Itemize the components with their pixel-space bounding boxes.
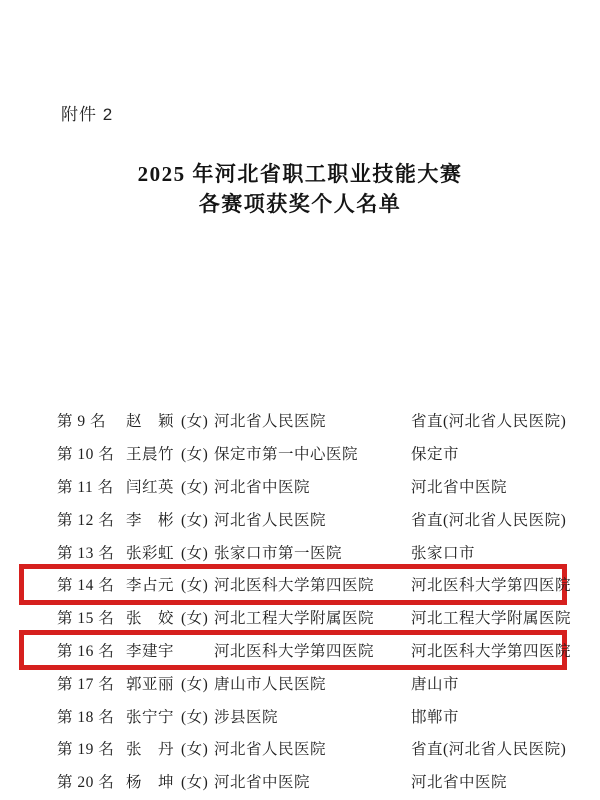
- page-title: [0, 159, 600, 219]
- region-cell: 河北省中医院: [411, 478, 508, 496]
- table-row: [0, 601, 600, 634]
- name-cell: 郭亚丽: [126, 675, 175, 693]
- rank-cell: 第 13 名: [57, 544, 115, 562]
- title-line-1: 2025 年河北省职工职业技能大赛: [137, 162, 463, 186]
- gender-cell: (女): [181, 511, 209, 529]
- rank-cell: 第 15 名: [57, 610, 115, 628]
- region-cell: 省直(河北省人民医院): [411, 511, 567, 529]
- name-cell: 杨 坤: [126, 774, 175, 792]
- name-cell: 李建宇: [126, 642, 175, 660]
- rank-cell: 第 9 名: [57, 413, 107, 431]
- rank-cell: 第 14 名: [57, 577, 115, 595]
- table-row: [0, 470, 600, 503]
- hospital-cell: 河北医科大学第四医院: [214, 577, 375, 595]
- gender-cell: (女): [181, 478, 209, 496]
- table-row: [0, 699, 600, 732]
- gender-cell: (女): [181, 413, 209, 431]
- name-cell: 张彩虹: [126, 544, 175, 562]
- hospital-cell: 河北省中医院: [214, 774, 311, 792]
- hospital-cell: 河北省人民医院: [214, 413, 327, 431]
- table-row: [0, 535, 600, 568]
- name-cell: 赵 颖: [126, 413, 175, 431]
- hospital-cell: 河北工程大学附属医院: [214, 610, 375, 628]
- table-row: [0, 765, 600, 798]
- hospital-cell: 河北省中医院: [214, 478, 311, 496]
- rank-cell: 第 18 名: [57, 708, 115, 726]
- title-line-2: 各赛项获奖个人名单: [198, 192, 402, 216]
- region-cell: 省直(河北省人民医院): [411, 741, 567, 759]
- region-cell: 邯郸市: [411, 708, 460, 726]
- attachment-label: 附件 2: [61, 105, 114, 124]
- region-cell: 河北工程大学附属医院: [411, 610, 572, 628]
- region-cell: 张家口市: [411, 544, 476, 562]
- hospital-cell: 河北医科大学第四医院: [214, 642, 375, 660]
- table-row: [0, 404, 600, 437]
- gender-cell: (女): [181, 446, 209, 464]
- region-cell: 河北医科大学第四医院: [411, 642, 572, 660]
- table-row: [0, 666, 600, 699]
- gender-cell: (女): [181, 675, 209, 693]
- gender-cell: (女): [181, 544, 209, 562]
- hospital-cell: 涉县医院: [214, 708, 279, 726]
- gender-cell: (女): [181, 708, 209, 726]
- hospital-cell: 唐山市人民医院: [214, 675, 327, 693]
- rank-cell: 第 16 名: [57, 642, 115, 660]
- hospital-cell: 河北省人民医院: [214, 741, 327, 759]
- gender-cell: (女): [181, 577, 209, 595]
- region-cell: 唐山市: [411, 675, 460, 693]
- table-row-highlighted: [0, 568, 600, 601]
- name-cell: 李 彬: [126, 511, 175, 529]
- region-cell: 河北省中医院: [411, 774, 508, 792]
- winners-list: [0, 404, 600, 798]
- name-cell: 李占元: [126, 577, 175, 595]
- rank-cell: 第 20 名: [57, 774, 115, 792]
- name-cell: 张宁宁: [126, 708, 175, 726]
- name-cell: 闫红英: [126, 478, 175, 496]
- rank-cell: 第 12 名: [57, 511, 115, 529]
- hospital-cell: 河北省人民医院: [214, 511, 327, 529]
- rank-cell: 第 10 名: [57, 446, 115, 464]
- region-cell: 河北医科大学第四医院: [411, 577, 572, 595]
- name-cell: 张 姣: [126, 610, 175, 628]
- rank-cell: 第 17 名: [57, 675, 115, 693]
- region-cell: 保定市: [411, 446, 460, 464]
- table-row-highlighted: [0, 634, 600, 667]
- table-row: [0, 502, 600, 535]
- hospital-cell: 保定市第一中心医院: [214, 446, 359, 464]
- name-cell: 王晨竹: [126, 446, 175, 464]
- rank-cell: 第 11 名: [57, 478, 114, 496]
- gender-cell: (女): [181, 741, 209, 759]
- hospital-cell: 张家口市第一医院: [214, 544, 343, 562]
- gender-cell: (女): [181, 774, 209, 792]
- table-row: [0, 732, 600, 765]
- region-cell: 省直(河北省人民医院): [411, 413, 567, 431]
- gender-cell: (女): [181, 610, 209, 628]
- table-row: [0, 437, 600, 470]
- rank-cell: 第 19 名: [57, 741, 115, 759]
- name-cell: 张 丹: [126, 741, 175, 759]
